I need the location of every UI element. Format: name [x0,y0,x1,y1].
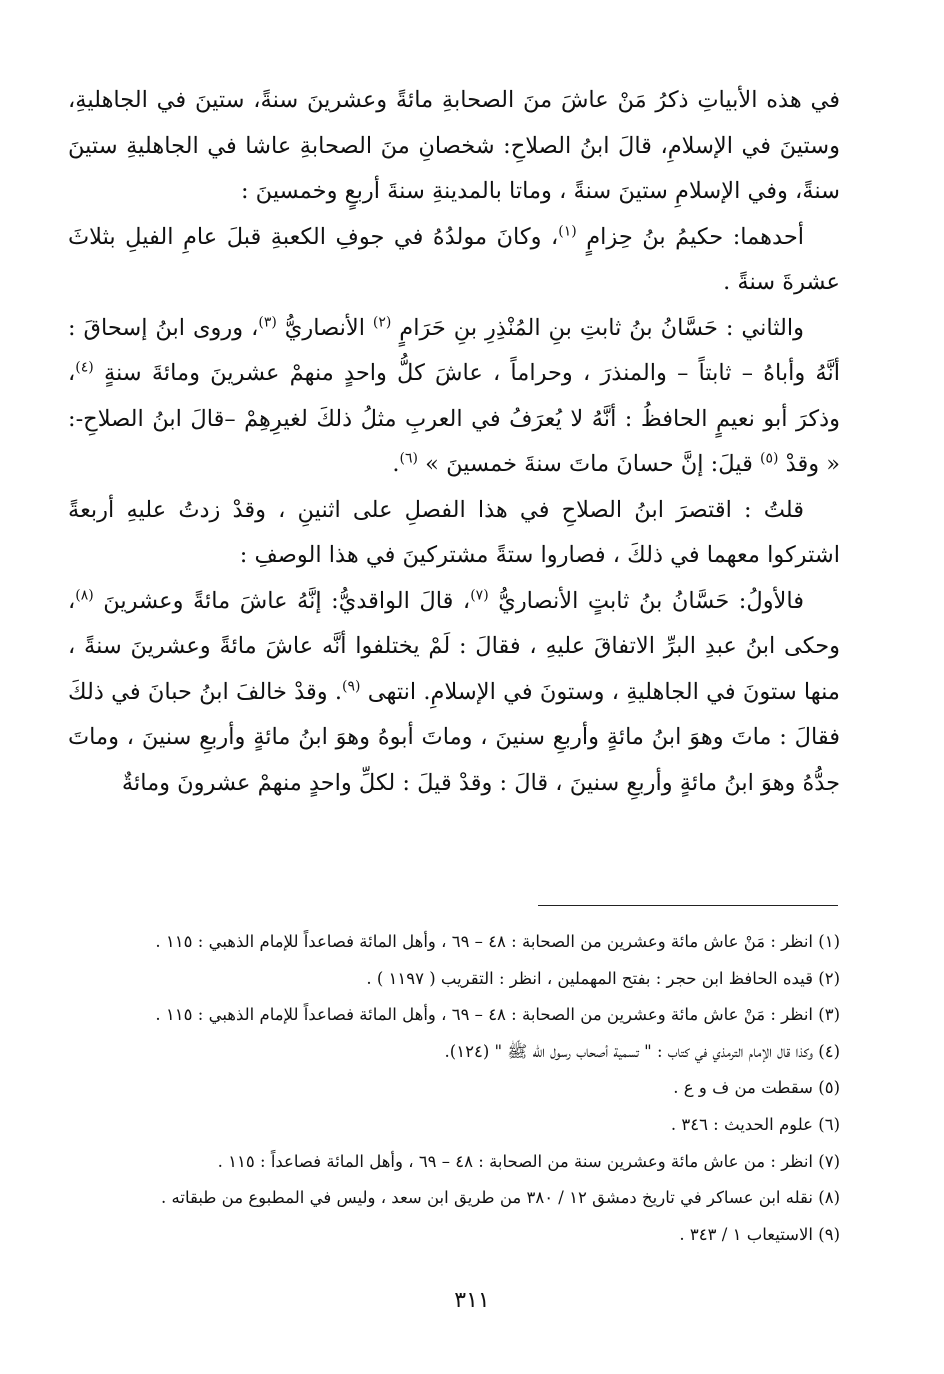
paragraph-1 [68,78,840,215]
paragraph-3-part-e: قيلَ: إنَّ حسانَ ماتَ سنةَ خمسينَ » [425,451,753,477]
paragraph-1-text: في هذه الأبياتِ ذكرُ مَنْ عاشَ منَ الصحابةِ مائةً وعشرينَ سنةً، ستينَ في الجاهليةِ، وستينَ في الإسلامِ، قالَ ابنُ الصلاحِ: شخصانِ منَ الصحابةِ عاشا في الجاهليةِ ستينَ سنةً، وفي الإسلامِ ستينَ سنةً ، وماتا بالمدينةِ سنةَ أربعٍ وخمسينَ : [68,87,840,204]
footnote-ref-8: (٨) [75,587,94,603]
footnote-ref-5: (٥) [760,450,779,467]
paragraph-5-part-a: فالأولُ: حَسَّانُ بنُ ثابتٍ الأنصاريُّ [498,587,804,614]
footnotes [80,924,840,1253]
paragraph-3 [68,306,840,488]
paragraph-4 [68,488,840,579]
paragraph-2-rest: ، وكانَ مولدُهُ في جوفِ الكعبةِ قبلَ عامِ الفيلِ بثلاثَ عشرةَ سنةً . [68,223,840,295]
footnote-ref-7: (٧) [470,587,489,603]
paragraph-5 [68,579,840,807]
paragraph-3-part-a: والثاني : حَسَّانُ بنُ ثابتِ بنِ المُنْذِرِ بنِ حَرَامٍ [399,314,805,341]
paragraph-4-text: قلتُ : اقتصرَ ابنُ الصلاحِ في هذا الفصلِ على اثنينِ ، وقدْ زدتُ عليهِ أربعةً اشتركوا معهما في ذلكَ ، فصاروا ستةً مشتركينَ في هذا الوصفِ : [68,496,840,568]
main-text [68,78,840,806]
paragraph-2 [68,215,840,306]
paragraph-5-part-c: ، وحكى ابنُ عبدِ البرِّ الاتفاقَ عليهِ ، فقالَ : لَمْ يختلفوا أنَّه عاشَ مائةً وعشرينَ سنةً ، منها ستونَ في الجاهليةِ ، وستونَ في الإسلامِ. انتهى [68,587,840,705]
footnote-2: (٢) قيده الحافظ ابن حجر : بفتح المهملين ، انظر : التقريب ( ١١٩٧ ) . [366,968,840,988]
footnote-ref-1: (١) [558,223,577,239]
paragraph-2-text: أحدهما: حكيمُ بنُ حِزامٍ [586,223,804,250]
paragraph-3-part-f: . [392,451,400,477]
footnote-4: (٤) وكذا قال الإمام الترمذي في كتاب : " تسمية أصحاب رسول الله ﷺ " (١٢٤). [444,1041,840,1061]
footnote-6: (٦) علوم الحديث : ٣٤٦ . [670,1114,840,1134]
paragraph-5-part-b: ، قالَ الواقديُّ: إنَّهُ عاشَ مائةً وعشرينَ [103,587,471,614]
footnote-ref-6: (٦) [399,450,419,467]
footnote-1: (١) انظر : مَنْ عاش مائة وعشرين من الصحابة : ٤٨ – ٦٩ ، وأهل المائة فصاعداً للإمام الذهبي : ١١٥ . [155,932,840,951]
footnote-ref-9: (٩) [342,678,361,694]
footnote-separator [538,905,838,906]
footnote-3: (٣) انظر : مَنْ عاش مائة وعشرين من الصحابة : ٤٨ – ٦٩ ، وأهل المائة فصاعداً للإمام الذهبي : ١١٥ . [155,1005,840,1025]
footnote-5: (٥) سقطت من ف و ع . [673,1078,840,1098]
paragraph-5-part-d: . وقدْ خالفَ ابنُ حبانَ في ذلكَ فقالَ : ماتَ وهوَ ابنُ مائةٍ وأربعِ سنينَ ، وماتَ أبوهُ وهوَ ابنُ مائةٍ وأربعِ سنينَ ، وماتَ جدُّهُ وهوَ ابنُ مائةٍ وأربعِ سنينَ ، قالَ : وقدْ قيلَ : لكلِّ واحدٍ منهمْ عشرونَ ومائةٌ [68,678,840,796]
footnote-9: (٩) الاستيعاب ١ / ٣٤٣ . [679,1224,840,1244]
paragraph-3-part-c: ، وروى ابنُ إسحاقَ : أنَّهُ وأباهُ – ثابتاً – والمنذرَ ، وحراماً ، عاشَ كلُّ واحدٍ منهمْ عشرينَ ومائةَ سنةٍ [68,314,840,386]
footnote-7: (٧) انظر : من عاش مائة وعشرين سنة من الصحابة : ٤٨ – ٦٩ ، وأهل المائة فصاعداً : ١١٥ . [217,1151,840,1171]
paragraph-3-part-b: الأنصاريُّ [284,314,365,341]
footnote-8: (٨) نقله ابن عساكر في تاريخ دمشق ١٢ / ٣٨٠ من طريق ابن سعد ، وليس في المطبوع من طبقاته . [161,1188,840,1208]
page-number: ٣١١ [454,1288,490,1313]
footnote-ref-4: (٤) [75,359,94,376]
footnote-ref-2: (٢) [372,314,392,330]
footnote-ref-3: (٣) [258,314,277,330]
paragraph-3-part-d: ، وذكرَ أبو نعيمٍ الحافظُ : أنَّهُ لا يُعرَفُ في العربِ مثلُ ذلكَ لغيرِهِمْ –قالَ ابنُ الصلاحِ-: « وقدْ [68,360,840,477]
